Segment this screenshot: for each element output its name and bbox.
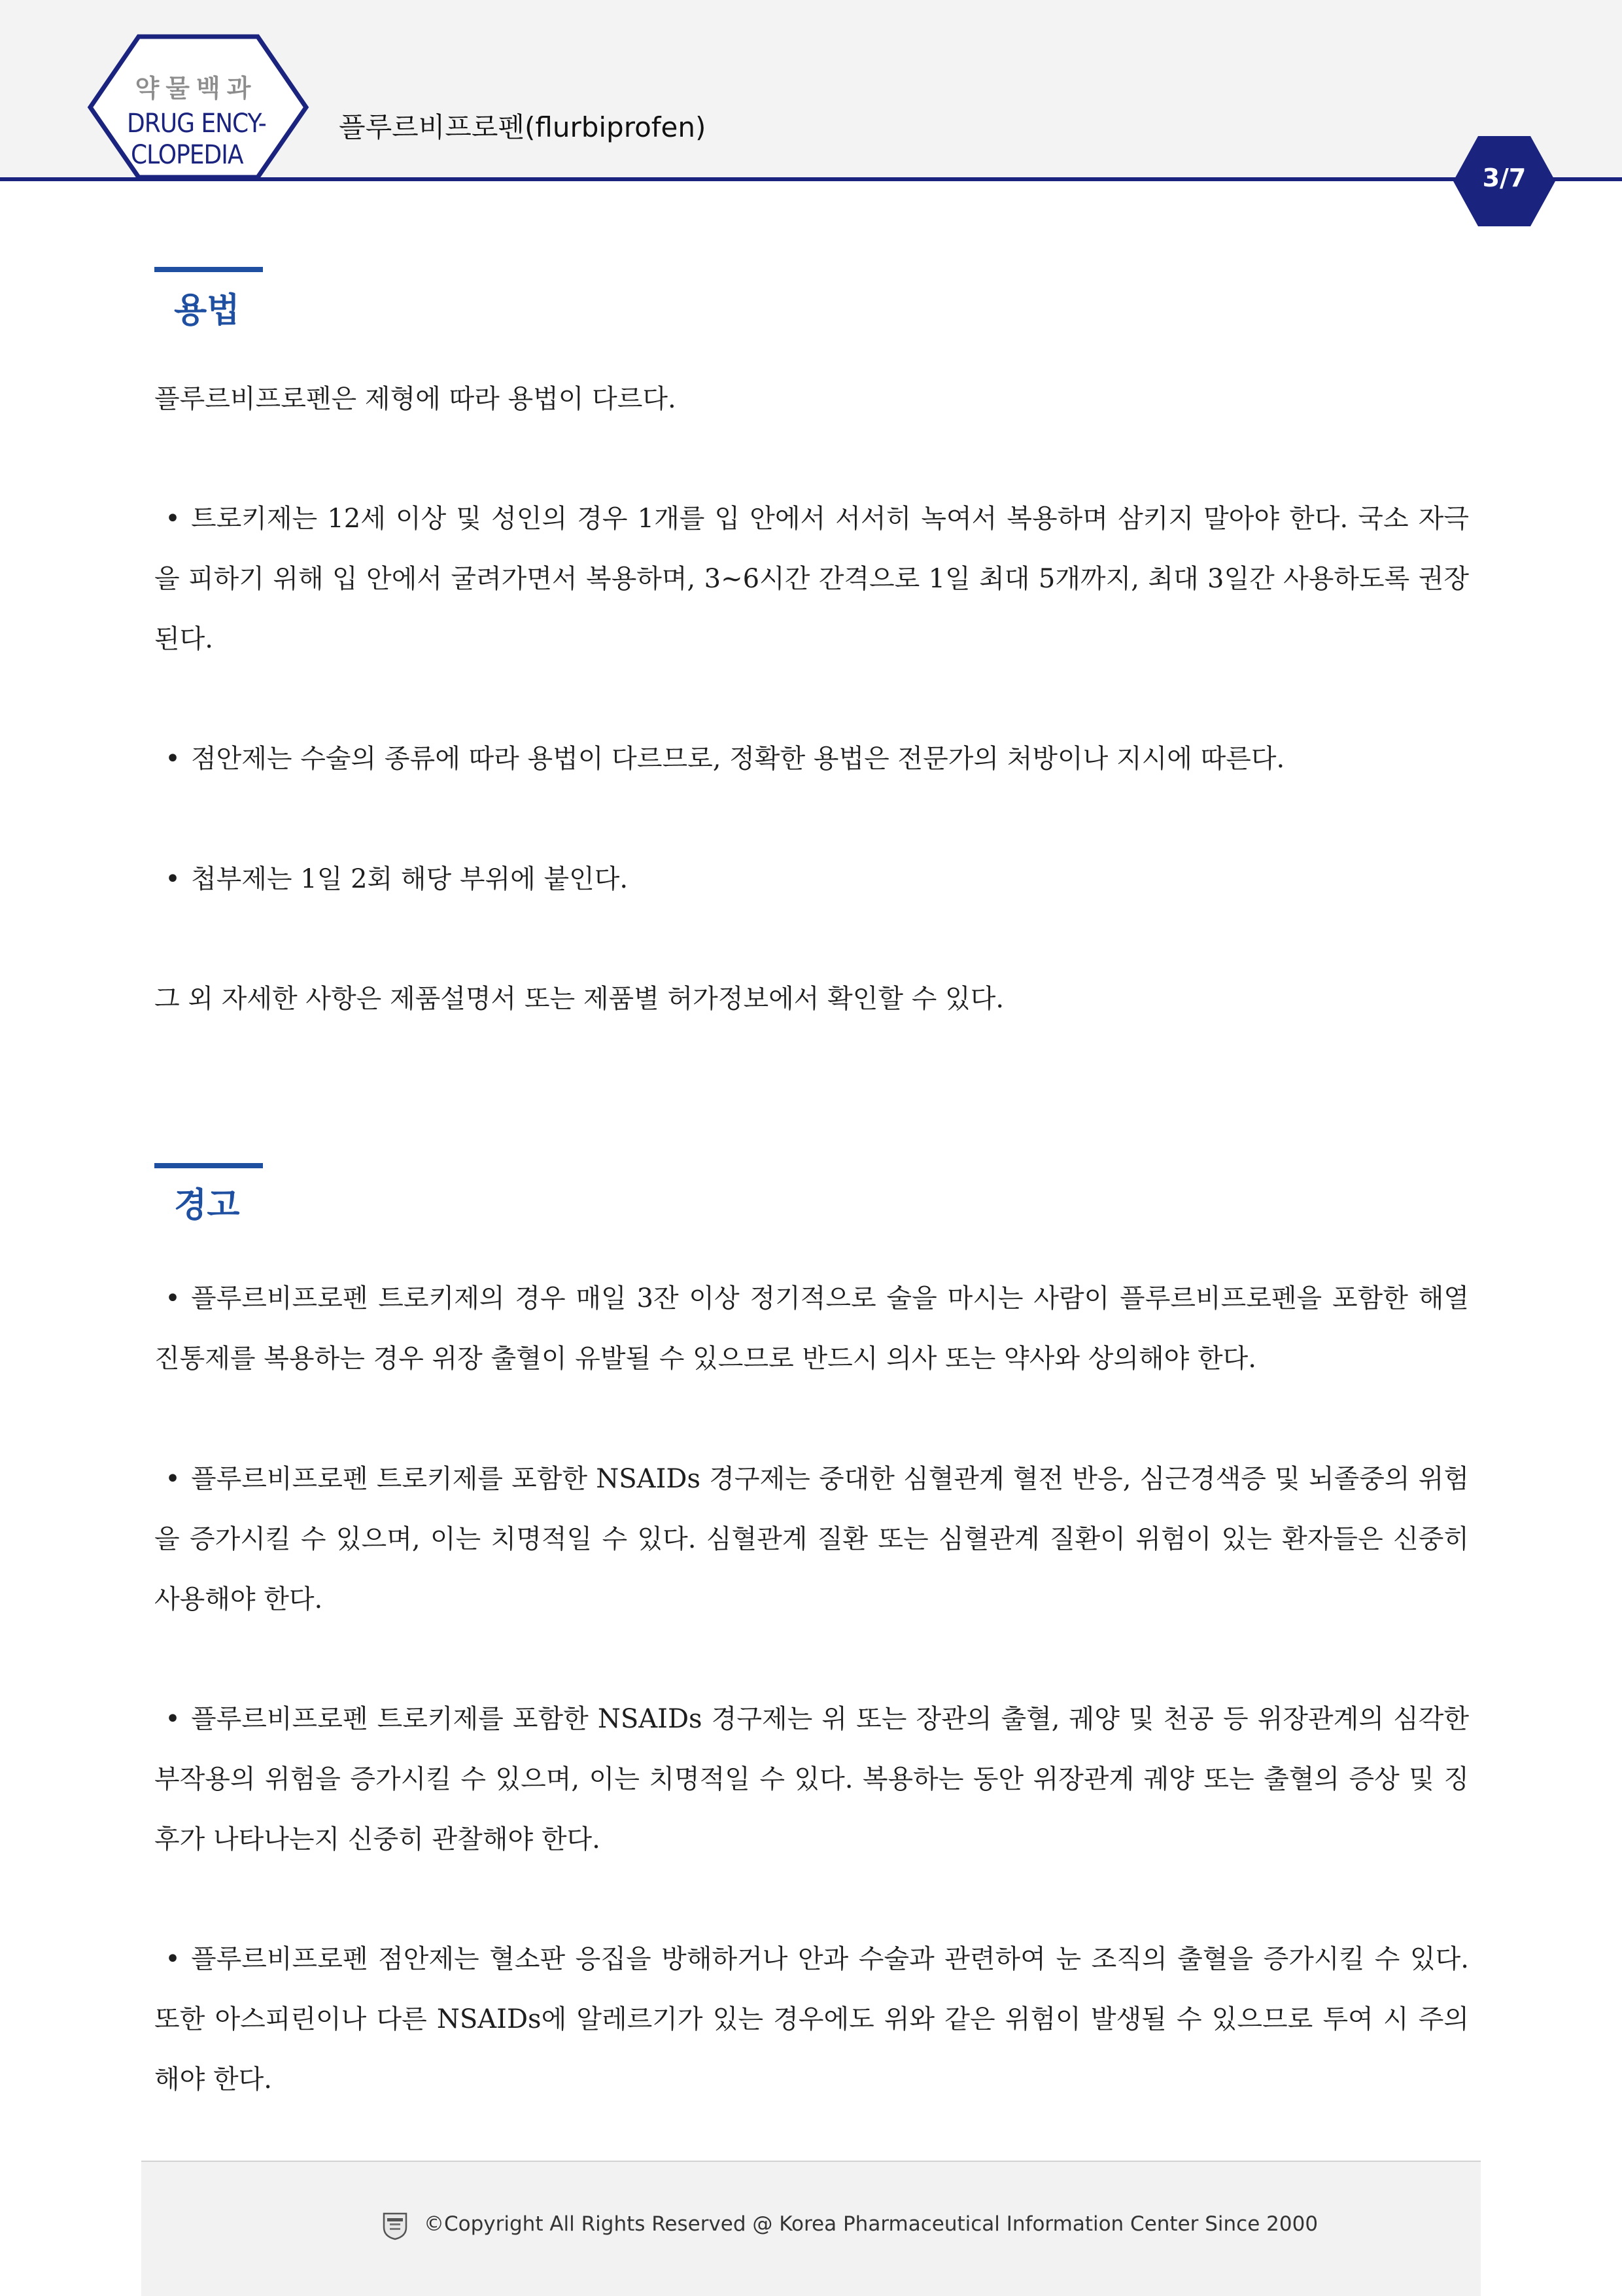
warning-bullet-text: 플루르비프로펜 트로키제의 경우 매일 3잔 이상 정기적으로 술을 마시는 사람이 플루르비프로펜을 포함한 해열진통제를 복용하는 경우 위장 출혈이 유발될 수 있으므로 반드시 의사 또는 약사와 상의해야 한다. bbox=[154, 1283, 1469, 1374]
bullet-marker: • bbox=[165, 1464, 181, 1494]
bullet-marker: • bbox=[165, 864, 181, 894]
footer-copyright: ©Copyright All Rights Reserved @ Korea Pharmaceutical Information Center Since 2000 bbox=[424, 2212, 1319, 2236]
usage-bullet-text: 첩부제는 1일 2회 해당 부위에 붙인다. bbox=[191, 864, 629, 894]
usage-bullet-3 bbox=[154, 849, 1469, 909]
warning-bullet-2 bbox=[154, 1449, 1469, 1629]
warning-bullet-3 bbox=[154, 1689, 1469, 1870]
bullet-marker: • bbox=[165, 1283, 181, 1313]
warning-section-bar bbox=[154, 1163, 263, 1168]
usage-bullet-2 bbox=[154, 729, 1469, 789]
logo-korean-title: 약물백과 bbox=[135, 74, 258, 103]
warning-section-title: 경고 bbox=[174, 1186, 240, 1225]
bullet-marker: • bbox=[165, 744, 181, 774]
shield-emblem-icon bbox=[382, 2212, 408, 2240]
bullet-marker: • bbox=[165, 1704, 181, 1734]
usage-bullet-text: 점안제는 수술의 종류에 따라 용법이 다르므로, 정확한 용법은 전문가의 처방이나 지시에 따른다. bbox=[191, 744, 1285, 774]
document-title: 플루르비프로펜(flurbiprofen) bbox=[339, 111, 706, 143]
warning-bullet-text: 플루르비프로펜 트로키제를 포함한 NSAIDs 경구제는 위 또는 장관의 출혈, 궤양 및 천공 등 위장관계의 심각한 부작용의 위험을 증가시킬 수 있으며, 이는 치명적일 수 있다. 복용하는 동안 위장관계 궤양 또는 출혈의 증상 및 징후가 나타나는지 신중히 관찰해야 한다. bbox=[154, 1704, 1469, 1854]
usage-section-bar bbox=[154, 267, 263, 272]
usage-bullet-text: 트로키제는 12세 이상 및 성인의 경우 1개를 입 안에서 서서히 녹여서 복용하며 삼키지 말아야 한다. 국소 자극을 피하기 위해 입 안에서 굴려가면서 복용하며, 3~6시간 간격으로 1일 최대 5개까지, 최대 3일간 사용하도록 권장된다. bbox=[154, 504, 1469, 654]
logo-text-line2: CLOPEDIA bbox=[131, 140, 243, 170]
warning-bullet-text: 플루르비프로펜 트로키제를 포함한 NSAIDs 경구제는 중대한 심혈관계 혈전 반응, 심근경색증 및 뇌졸중의 위험을 증가시킬 수 있으며, 이는 치명적일 수 있다. 심혈관계 질환 또는 심혈관계 질환이 위험이 있는 환자들은 신중히 사용해야 한다. bbox=[154, 1464, 1469, 1614]
bullet-marker: • bbox=[165, 504, 181, 534]
usage-section-title: 용법 bbox=[174, 291, 240, 330]
bullet-marker: • bbox=[165, 1944, 181, 1974]
warning-bullet-4 bbox=[154, 1929, 1469, 2110]
logo-text-line1: DRUG ENCY- bbox=[127, 109, 266, 139]
usage-intro: 플루르비프로펜은 제형에 따라 용법이 다르다. bbox=[154, 384, 676, 414]
usage-outro: 그 외 자세한 사항은 제품설명서 또는 제품별 허가정보에서 확인할 수 있다. bbox=[154, 984, 1005, 1014]
warning-bullet-text: 플루르비프로펜 점안제는 혈소판 응집을 방해하거나 안과 수술과 관련하여 눈 조직의 출혈을 증가시킬 수 있다. 또한 아스피린이나 다른 NSAIDs에 알레르기가 있는 경우에도 위와 같은 위험이 발생될 수 있으므로 투여 시 주의해야 한다. bbox=[154, 1944, 1469, 2095]
usage-bullet-1 bbox=[154, 489, 1469, 669]
page-number: 3/7 bbox=[1482, 164, 1527, 192]
warning-bullet-1 bbox=[154, 1268, 1469, 1389]
